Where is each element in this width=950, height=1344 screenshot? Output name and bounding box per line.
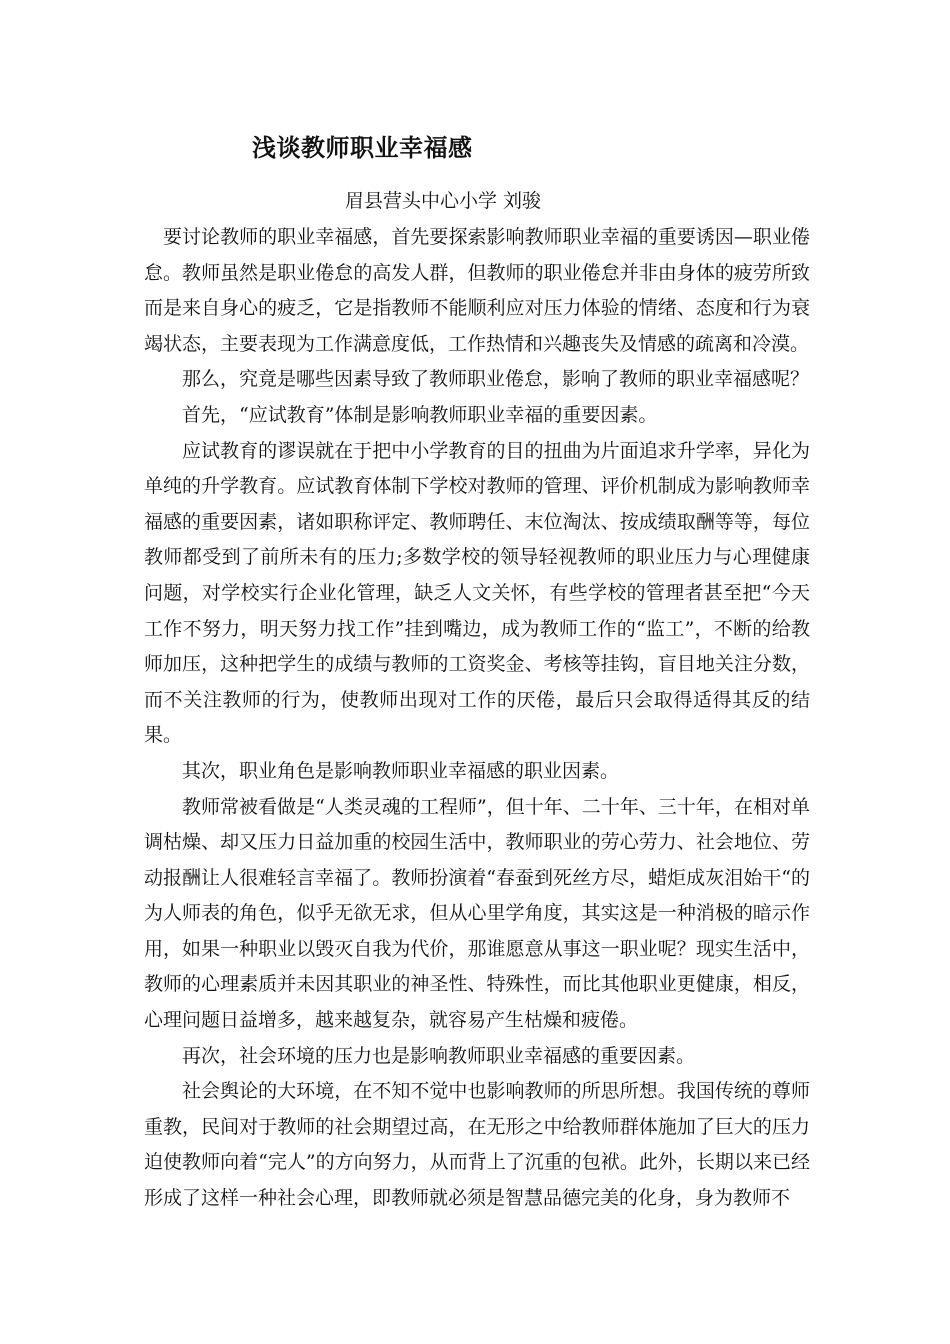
paragraph-question: 那么，究竟是哪些因素导致了教师职业倦怠，影响了教师的职业幸福感呢？ xyxy=(182,368,810,391)
paragraph-social-environment: 社会舆论的大环境，在不知不觉中也影响教师的所思所想。我国传统的尊师重教，民间对于教师的社会期望过高，在无形之中给教师群体施加了巨大的压力迫使教师向着“完人”的方向努力，从而背上了沉重的包袱。此外，长期以来已经形成了这样一种社会心理，即教师就必须是智慧品德完美的化身，身为教师不 xyxy=(144,1080,810,1210)
paragraph-third-factor: 再次，社会环境的压力也是影响教师职业幸福感的重要因素。 xyxy=(182,1044,696,1067)
document-body xyxy=(144,220,810,1217)
author-line: 眉县营头中心小学 刘骏 xyxy=(345,190,542,212)
paragraph-second-factor: 其次，职业角色是影响教师职业幸福感的职业因素。 xyxy=(182,759,620,782)
document-title: 浅谈教师职业幸福感 xyxy=(252,134,473,162)
paragraph-teacher-role: 教师常被看做是“人类灵魂的工程师”，但十年、二十年、三十年，在相对单调枯燥、却又压力日益加重的校园生活中，教师职业的劳心劳力、社会地位、劳动报酬让人很难轻言幸福了。教师扮演着“春蚕到死丝方尽，蜡炬成灰泪始干“的为人师表的角色，似乎无欲无求，但从心里学角度，其实这是一种消极的暗示作用，如果一种职业以毁灭自我为代价，那谁愿意从事这一职业呢？现实生活中，教师的心理素质并未因其职业的神圣性、特殊性，而比其他职业更健康，相反，心理问题日益增多，越来越复杂，就容易产生枯燥和疲倦。 xyxy=(144,795,810,1032)
paragraph-first-factor: 首先，“应试教育”体制是影响教师职业幸福的重要因素。 xyxy=(182,403,658,426)
paragraph-exam-education: 应试教育的谬误就在于把中小学教育的目的扭曲为片面追求升学率，异化为单纯的升学教育。应试教育体制下学校对教师的管理、评价机制成为影响教师幸福感的重要因素，诸如职称评定、教师聘任、末位淘汰、按成绩取酬等等，每位教师都受到了前所未有的压力;多数学校的领导轻视教师的职业压力与心理健康问题，对学校实行企业化管理，缺乏人文关怀，有些学校的管理者甚至把“今天工作不努力，明天努力找工作”挂到嘴边，成为教师工作的“监工”，不断的给教师加压，这种把学生的成绩与教师的工资奖金、考核等挂钩，盲目地关注分数，而不关注教师的行为，使教师出现对工作的厌倦，最后只会取得适得其反的结果。 xyxy=(144,439,810,747)
paragraph-intro: 要讨论教师的职业幸福感，首先要探索影响教师职业幸福的重要诱因—职业倦怠。教师虽然是职业倦怠的高发人群，但教师的职业倦怠并非由身体的疲劳所致而是来自身心的疲乏，它是指教师不能顺利应对压力体验的情绪、态度和行为衰竭状态，主要表现为工作满意度低，工作热情和兴趣丧失及情感的疏离和冷漠。 xyxy=(144,226,810,355)
